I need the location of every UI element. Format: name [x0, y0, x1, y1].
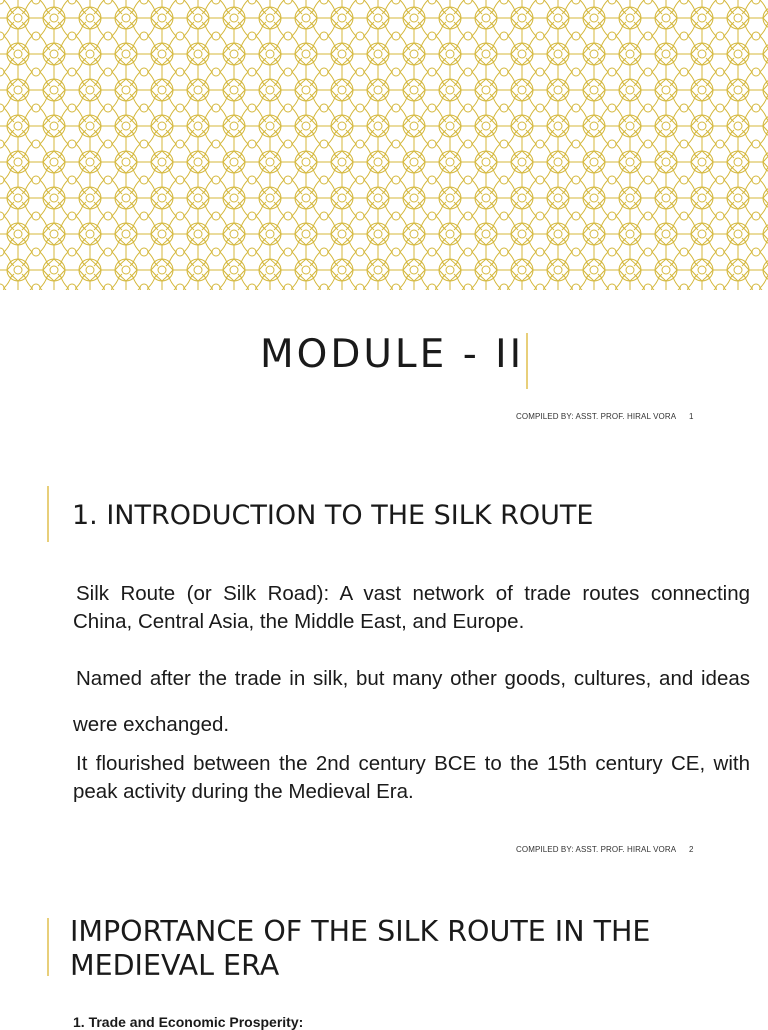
page-number: 1: [689, 412, 694, 421]
heading-accent-bar: [47, 486, 49, 542]
slide-footer: [516, 412, 694, 421]
slide-heading: [70, 915, 650, 983]
paragraph: Named after the trade in silk, but many other goods, cultures, and ideas were exchanged.: [73, 667, 750, 736]
heading-line: IMPORTANCE OF THE SILK ROUTE IN THE: [70, 915, 651, 948]
paragraph: Silk Route (or Silk Road): A vast network of trade routes connecting China, Central Asia, the Middle East, and Europe.: [73, 582, 750, 633]
slide-title: MODULE - II: [260, 332, 525, 377]
title-accent-bar: [526, 333, 528, 389]
heading-accent-bar: [47, 918, 49, 976]
decorative-pattern: [0, 0, 768, 290]
footer-credit: COMPILED BY: ASST. PROF. HIRAL VORA: [516, 412, 677, 421]
footer-credit: COMPILED BY: ASST. PROF. HIRAL VORA: [516, 845, 677, 854]
slide-heading: 1. INTRODUCTION TO THE SILK ROUTE: [72, 500, 594, 531]
heading-line: MEDIEVAL ERA: [70, 949, 280, 982]
paragraph: It flourished between the 2nd century BCE to the 15th century CE, with peak activity during the Medieval Era.: [73, 752, 750, 803]
list-item: 1. Trade and Economic Prosperity:: [73, 1014, 304, 1030]
page-number: 2: [689, 845, 694, 854]
slide-footer: [516, 845, 694, 854]
